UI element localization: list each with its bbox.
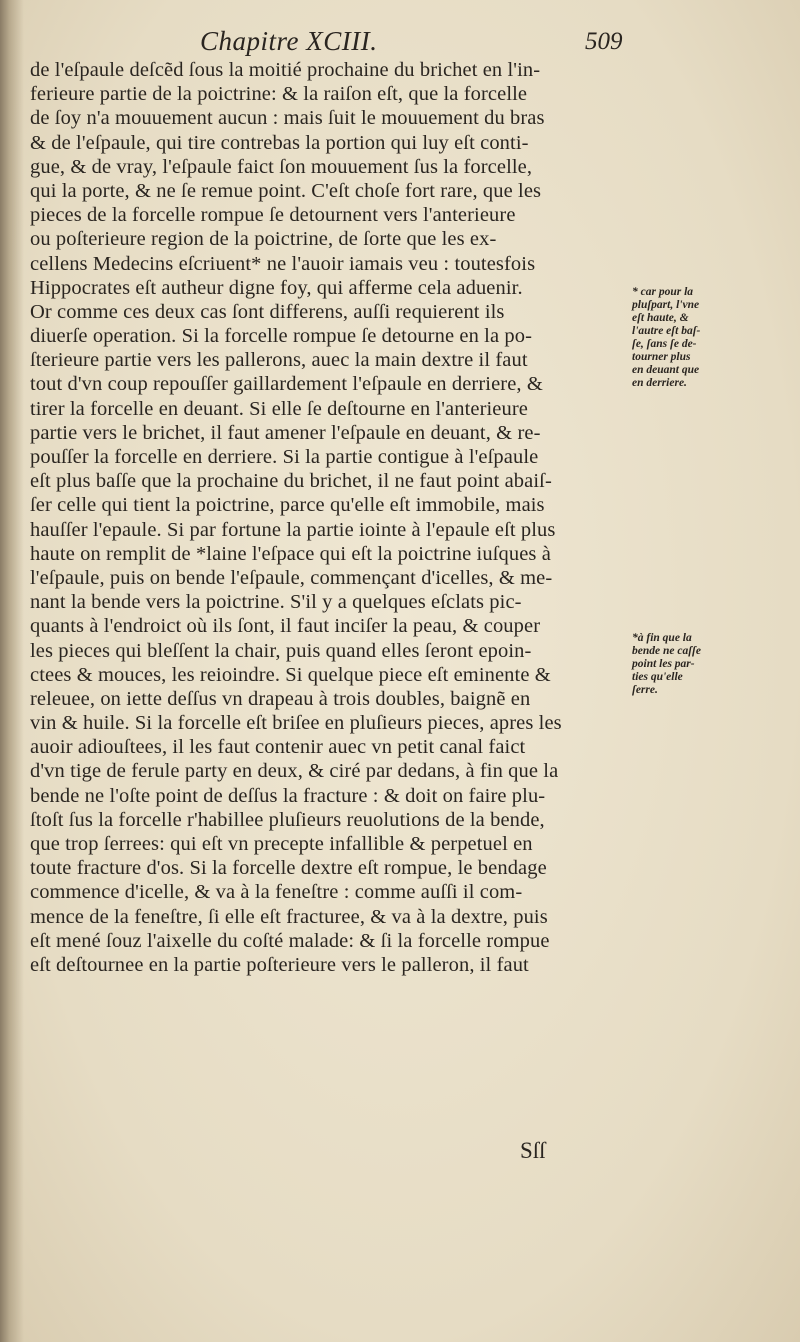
text-line: nant la bende vers la poictrine. S'il y a quelques eſclats pic- xyxy=(30,591,522,614)
text-line: eſt plus baſſe que la prochaine du brichet, il ne faut point abaiſ- xyxy=(30,470,552,493)
text-line: eſt deſtournee en la partie poſterieure vers le palleron, il faut xyxy=(30,953,529,976)
text-line: que trop ſerrees: qui eſt vn precepte infallible & perpetuel en xyxy=(30,833,533,855)
text-line: toute fracture d'os. Si la forcelle dextre eſt rompue, le bendage xyxy=(30,857,547,880)
margin-note-line: pluſpart, l'vne xyxy=(632,299,700,311)
text-line: mence de la feneſtre, ſi elle eſt fracturee, & va à la dextre, puis xyxy=(30,905,548,928)
text-line: Hippocrates eſt autheur digne foy, qui afferme cela aduenir. xyxy=(30,276,523,299)
text-line: vin & huile. Si la forcelle eſt briſee en pluſieurs pieces, apres les xyxy=(30,712,562,735)
text-line: auoir adiouſtees, il les faut contenir auec vn petit canal faict xyxy=(30,736,526,759)
margin-note-line: * car pour la xyxy=(632,286,694,298)
text-line: commence d'icelle, & va à la feneſtre : comme auſſi il com- xyxy=(30,881,523,904)
page-header xyxy=(200,22,640,62)
text-line: partie vers le brichet, il faut amener l'eſpaule en deuant, & re- xyxy=(30,421,541,444)
text-line: hauſſer l'epaule. Si par fortune la partie iointe à l'epaule eſt plus xyxy=(30,518,556,541)
running-head: Chapitre XCIII. xyxy=(200,26,378,56)
text-line: ſterieure partie vers les pallerons, auec la main dextre il faut xyxy=(30,349,528,372)
margin-note-line: ſe, ſans ſe de- xyxy=(632,338,697,350)
margin-note-2 xyxy=(632,632,772,697)
text-line: ctees & mouces, les reioindre. Si quelque piece eſt eminente & xyxy=(30,663,551,686)
text-line: l'eſpaule, puis on bende l'eſpaule, commençant d'icelles, & me- xyxy=(30,566,553,589)
margin-note-line: eſt haute, & xyxy=(632,312,689,324)
margin-note-line: bende ne caſſe xyxy=(632,645,701,657)
text-line: diuerſe operation. Si la forcelle rompue ſe detourne en la po- xyxy=(30,325,532,348)
text-line: bende ne l'oſte point de deſſus la fracture : & doit on faire plu- xyxy=(30,784,546,807)
text-line: de ſoy n'a mouuement aucun : mais ſuit le mouuement du bras xyxy=(30,107,545,130)
text-line: gue, & de vray, l'eſpaule faict ſon mouuement ſus la forcelle, xyxy=(30,155,533,178)
text-line: tout d'vn coup repouſſer gaillardement l'eſpaule en derriere, & xyxy=(30,373,543,396)
text-line: de l'eſpaule deſcẽd ſous la moitié prochaine du brichet en l'in- xyxy=(30,59,541,81)
text-line: ferieure partie de la poictrine: & la raiſon eſt, que la forcelle xyxy=(30,83,528,106)
margin-note-line: *à fin que la xyxy=(632,632,692,644)
text-line: haute on remplit de *laine l'eſpace qui eſt la poictrine iuſques à xyxy=(30,542,551,565)
margin-note-line: l'autre eſt baſ- xyxy=(632,325,701,337)
text-line: ſer celle qui tient la poictrine, parce qu'elle eſt immobile, mais xyxy=(30,494,545,517)
page-number: 509 xyxy=(585,28,623,55)
text-line: d'vn tige de ferule party en deux, & ciré par dedans, à fin que la xyxy=(30,760,559,783)
text-line: qui la porte, & ne ſe remue point. C'eſt choſe fort rare, que les xyxy=(30,179,542,202)
margin-note-line: point les par- xyxy=(632,658,695,670)
signature-mark: Sſſ xyxy=(520,1138,546,1163)
text-line: eſt mené ſouz l'aixelle du coſté malade: & ſi la forcelle rompue xyxy=(30,929,550,952)
text-line: pouſſer la forcelle en derriere. Si la partie contigue à l'eſpaule xyxy=(30,446,539,468)
text-line: quants à l'endroict où ils ſont, il faut inciſer la peau, & couper xyxy=(30,615,541,638)
main-text-block xyxy=(30,58,640,977)
binding-gutter xyxy=(0,0,24,1342)
text-line: tirer la forcelle en deuant. Si elle ſe deſtourne en l'anterieure xyxy=(30,397,528,420)
margin-note-line: en deuant que xyxy=(632,364,700,376)
text-line: pieces de la forcelle rompue ſe detournent vers l'anterieure xyxy=(30,204,516,227)
text-line: & de l'eſpaule, qui tire contrebas la portion qui luy eſt conti- xyxy=(30,131,529,154)
text-line: ſtoſt ſus la forcelle r'habillee pluſieurs reuolutions de la bende, xyxy=(30,808,545,831)
text-line: ou poſterieure region de la poictrine, de ſorte que les ex- xyxy=(30,228,497,251)
margin-note-line: ties qu'elle xyxy=(632,671,683,683)
margin-note-line: en derriere. xyxy=(632,377,687,389)
margin-note-line: ſerre. xyxy=(632,684,658,696)
text-line: les pieces qui bleſſent la chair, puis quand elles ſeront epoin- xyxy=(30,639,532,662)
text-line: releuee, on iette deſſus vn drapeau à trois doubles, baignẽ en xyxy=(30,687,531,710)
margin-note-1 xyxy=(632,286,772,390)
margin-note-line: tourner plus xyxy=(632,351,691,363)
text-line: Or comme ces deux cas ſont differens, auſſi requierent ils xyxy=(30,300,505,323)
text-line: cellens Medecins eſcriuent* ne l'auoir iamais veu : toutesfois xyxy=(30,252,536,275)
